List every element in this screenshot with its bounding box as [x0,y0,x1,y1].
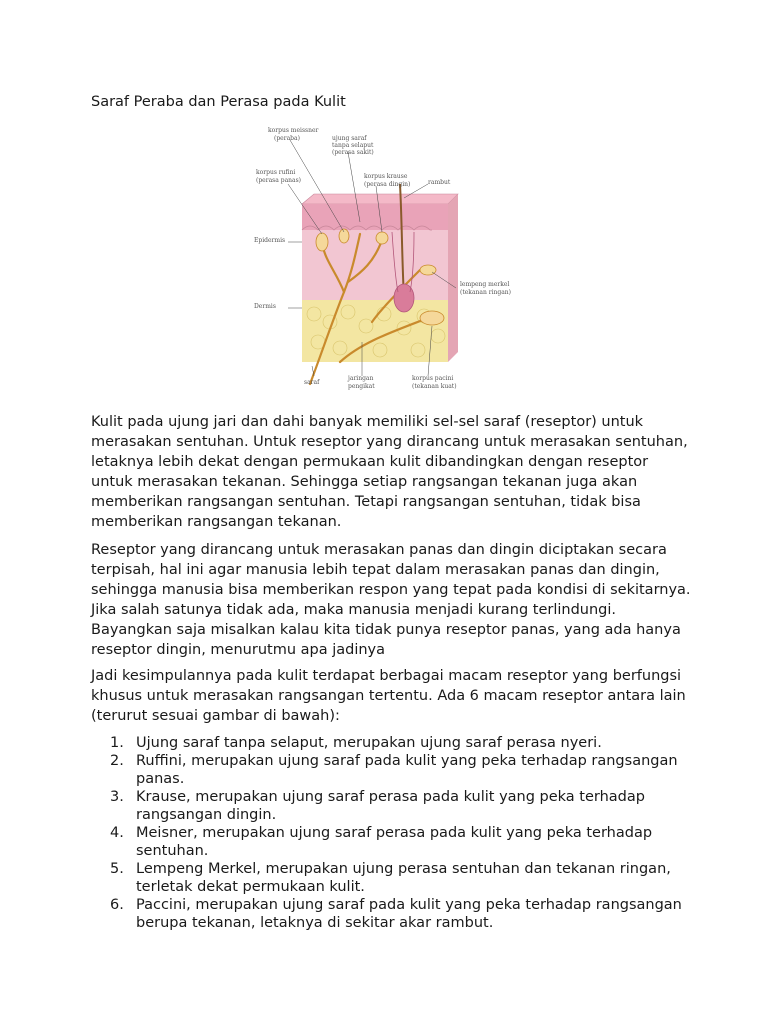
list-text: Krause, merupakan ujung saraf perasa pada kulit yang peka terhadap rangsangan dingin. [136,789,645,823]
label-ruffini-sub: (perasa panas) [256,177,302,184]
list-text: Paccini, merupakan ujung saraf pada kulit yang peka terhadap rangsangan berupa tekanan, letaknya di sekitar akar rambut. [136,897,682,931]
list-item [91,788,691,824]
label-jaringan: jaringan [348,375,374,382]
list-number: 2. [110,753,124,769]
list-text: Lempeng Merkel, merupakan ujung perasa sentuhan dan tekanan ringan, terletak dekat permukaan kulit. [136,861,671,895]
label-meissner-sub: (peraba) [274,135,300,142]
pacini-corpuscle [420,311,444,325]
list-text: Ujung saraf tanpa selaput, merupakan ujung saraf perasa nyeri. [136,735,602,751]
paragraph-3: Jadi kesimpulannya pada kulit terdapat berbagai macam reseptor yang berfungsi khusus untuk merasakan rangsangan tertentu. Ada 6 macam reseptor antara lain (terurut sesuai gambar di bawah): [91,668,686,724]
label-krause-sub: (perasa dingin) [364,181,411,188]
label-merkel-sub: (tekanan ringan) [460,289,512,296]
krause-corpuscle [376,232,388,244]
skin-side-face [448,194,458,362]
meissner-corpuscle [339,229,349,243]
list-item [91,734,691,752]
list-item [91,896,691,932]
list-item [91,860,691,896]
list-item [91,752,691,788]
list-text: Meisner, merupakan ujung saraf perasa pada kulit yang peka terhadap sentuhan. [136,825,653,859]
merkel-disc [420,265,436,275]
label-pacini-sub: (tekanan kuat) [412,383,457,390]
label-krause: korpus krause [364,173,408,180]
label-ruffini: korpus rufini [256,169,296,176]
list-number: 6. [110,897,124,913]
document-title: Saraf Peraba dan Perasa pada Kulit [91,94,346,110]
list-number: 1. [110,735,124,751]
list-number: 5. [110,861,124,877]
label-pacini: korpus pacini [412,375,454,382]
label-ujung-sub1: tanpa selaput [332,142,374,149]
label-saraf: saraf [304,379,320,386]
paragraph-2: Reseptor yang dirancang untuk merasakan panas dan dingin diciptakan secara terpisah, hal ini agar manusia lebih tepat dalam merasakan panas dan dingin, sehingga manusia bisa memberikan respon yang tepat pada kondisi di sekitarnya. Jika salah satunya tidak ada, maka manusia menjadi kurang terlindungi. Bayangkan saja misalkan kalau kita tidak punya reseptor panas, yang ada hanya reseptor dingin, menurutmu apa jadinya [91,542,691,658]
skin-diagram [252,122,532,392]
label-ujung: ujung saraf [332,135,367,142]
paragraph-1: Kulit pada ujung jari dan dahi banyak memiliki sel-sel saraf (reseptor) untuk merasakan sentuhan. Untuk reseptor yang dirancang untuk merasakan sentuhan, letaknya lebih dekat dengan permukaan kulit dibandingkan dengan reseptor untuk merasakan tekanan. Sehingga setiap rangsangan tekanan juga akan memberikan rangsangan sentuhan. Tetapi rangsangan sentuhan, tidak bisa memberikan rangsangan tekanan. [91,414,688,530]
list-number: 3. [110,789,124,805]
label-merkel: lempeng merkel [460,281,510,288]
label-dermis: Dermis [254,303,276,310]
label-jaringan-sub: pengikat [348,383,375,390]
list-text: Ruffini, merupakan ujung saraf pada kulit yang peka terhadap rangsangan panas. [136,753,678,787]
list-item [91,824,691,860]
label-ujung-sub2: (perasa sakit) [332,149,374,156]
label-rambut: rambut [428,179,451,186]
skin-top-surface [302,194,458,204]
list-number: 4. [110,825,124,841]
receptor-list [91,734,691,932]
label-epidermis: Epidermis [254,237,286,244]
ruffini-corpuscle [316,233,328,251]
label-meissner: korpus meissner [268,127,319,134]
skin-diagram-svg [252,122,532,392]
